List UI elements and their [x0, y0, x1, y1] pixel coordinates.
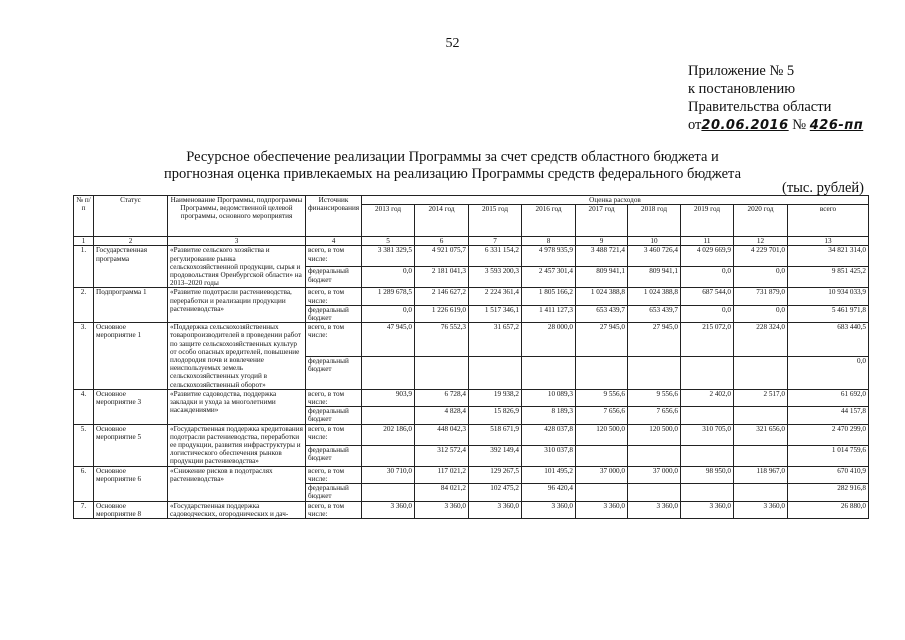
column-index: 13	[788, 237, 869, 246]
header-year: 2019 год	[681, 205, 734, 237]
row-value: 15 826,9	[469, 407, 522, 424]
column-index: 5	[362, 237, 415, 246]
row-value	[469, 356, 522, 389]
row-source: всего, в том числе:	[306, 424, 362, 445]
row-value	[362, 407, 415, 424]
row-value: 76 552,3	[415, 323, 469, 356]
row-value: 3 488 721,4	[576, 246, 628, 267]
row-value	[576, 484, 628, 501]
row-num: 7.	[74, 501, 94, 518]
row-source: всего, в том числе:	[306, 323, 362, 356]
row-value: 0,0	[734, 305, 788, 322]
handwritten-date: 20.06.2016	[701, 118, 789, 133]
row-value: 6 331 154,2	[469, 246, 522, 267]
row-value: 312 572,4	[415, 445, 469, 466]
row-value: 9 851 425,2	[788, 267, 869, 288]
column-index: 4	[306, 237, 362, 246]
row-value	[681, 407, 734, 424]
row-value: 44 157,8	[788, 407, 869, 424]
row-value: 2 224 361,4	[469, 288, 522, 305]
row-value	[628, 484, 681, 501]
column-index: 9	[576, 237, 628, 246]
row-value: 202 186,0	[362, 424, 415, 445]
row-name: «Снижение рисков в подотраслях растениеводства»	[168, 466, 306, 501]
row-source: федеральный бюджет	[306, 356, 362, 389]
page-number: 52	[445, 36, 460, 51]
row-value	[628, 445, 681, 466]
row-value: 120 500,0	[628, 424, 681, 445]
row-value: 28 000,0	[522, 323, 576, 356]
column-index: 2	[94, 237, 168, 246]
row-value: 27 945,0	[628, 323, 681, 356]
row-name: «Государственная поддержка садоводческих, огороднических и дач-	[168, 501, 306, 518]
row-value: 61 692,0	[788, 389, 869, 406]
row-value: 5 461 971,8	[788, 305, 869, 322]
header-source: Источник финансирования	[306, 196, 362, 237]
title-line2: прогнозная оценка привлекаемых на реализацию Программы средств федерального бюджета	[163, 166, 742, 182]
row-num: 4.	[74, 389, 94, 424]
row-value	[734, 484, 788, 501]
column-index: 12	[734, 237, 788, 246]
row-value: 27 945,0	[576, 323, 628, 356]
row-source: всего, в том числе:	[306, 501, 362, 518]
row-value: 653 439,7	[628, 305, 681, 322]
column-index: 3	[168, 237, 306, 246]
column-index: 1	[74, 237, 94, 246]
row-value: 448 042,3	[415, 424, 469, 445]
row-value: 683 440,5	[788, 323, 869, 356]
row-value: 34 821 314,0	[788, 246, 869, 267]
row-value: 3 360,0	[415, 501, 469, 518]
row-source: федеральный бюджет	[306, 305, 362, 322]
header-name: Наименование Программы, подпрограммы Программы, ведомственной целевой программы, основного мероприятия	[168, 196, 306, 237]
row-value: 282 916,8	[788, 484, 869, 501]
column-index-row	[74, 237, 869, 246]
table-body	[74, 237, 869, 519]
header-year: 2016 год	[522, 205, 576, 237]
row-value: 2 517,0	[734, 389, 788, 406]
row-value: 6 728,4	[415, 389, 469, 406]
table-row	[74, 288, 869, 305]
row-value: 10 089,3	[522, 389, 576, 406]
row-value: 2 181 041,3	[415, 267, 469, 288]
row-value: 0,0	[362, 305, 415, 322]
row-source: всего, в том числе:	[306, 246, 362, 267]
row-name: «Развитие сельского хозяйства и регулирование рынка сельскохозяйственной продукции, сырья и продовольствия Оренбургской области» на 2013–2020 годы	[168, 246, 306, 288]
row-value: 9 556,6	[576, 389, 628, 406]
row-value: 98 950,0	[681, 466, 734, 483]
row-value: 2 457 301,4	[522, 267, 576, 288]
row-source: всего, в том числе:	[306, 288, 362, 305]
appendix-no-sign: №	[792, 117, 807, 133]
row-num: 2.	[74, 288, 94, 323]
row-value: 4 921 075,7	[415, 246, 469, 267]
row-name: «Развитие садоводства, поддержка закладки и ухода за многолетними насаждениями»	[168, 389, 306, 424]
row-num: 5.	[74, 424, 94, 466]
row-value: 809 941,1	[628, 267, 681, 288]
table-row	[74, 424, 869, 445]
row-value: 809 941,1	[576, 267, 628, 288]
row-value: 9 556,6	[628, 389, 681, 406]
document-title	[0, 149, 905, 183]
row-value: 0,0	[681, 267, 734, 288]
row-value: 518 671,9	[469, 424, 522, 445]
row-value	[362, 445, 415, 466]
row-value: 96 420,4	[522, 484, 576, 501]
row-value: 118 967,0	[734, 466, 788, 483]
row-value	[734, 356, 788, 389]
row-source: федеральный бюджет	[306, 445, 362, 466]
row-value: 4 029 669,9	[681, 246, 734, 267]
column-index: 6	[415, 237, 469, 246]
appendix-line3: Правительства области	[688, 99, 832, 115]
row-value: 3 460 726,4	[628, 246, 681, 267]
row-value: 321 656,0	[734, 424, 788, 445]
row-value: 3 360,0	[362, 501, 415, 518]
header-status: Статус	[94, 196, 168, 237]
row-name: «Поддержка сельскохозяйственных товаропроизводителей в проведении работ по защите сельскохозяйственных культур от особо опасных вредителей, повышение плодородия почв и вовлечение неиспользуемых земель сельскохозяйственных угодий в сельскохозяйственный оборот»	[168, 323, 306, 390]
row-value: 19 938,2	[469, 389, 522, 406]
table-row	[74, 389, 869, 406]
row-status: Подпрограмма 1	[94, 288, 168, 323]
row-value: 687 544,0	[681, 288, 734, 305]
row-value: 903,9	[362, 389, 415, 406]
row-value: 84 021,2	[415, 484, 469, 501]
row-value	[681, 484, 734, 501]
row-status: Основное мероприятие 8	[94, 501, 168, 518]
units-label: (тыс. рублей)	[782, 180, 864, 196]
header-year: 2018 год	[628, 205, 681, 237]
appendix-ot: от	[688, 117, 702, 133]
row-value: 1 805 166,2	[522, 288, 576, 305]
row-value: 8 189,3	[522, 407, 576, 424]
row-value: 310 037,8	[522, 445, 576, 466]
appendix-line1: Приложение № 5	[688, 63, 795, 79]
row-value: 1 226 619,0	[415, 305, 469, 322]
row-value: 3 360,0	[681, 501, 734, 518]
row-value	[734, 445, 788, 466]
column-index: 7	[469, 237, 522, 246]
column-index: 11	[681, 237, 734, 246]
row-value: 3 360,0	[576, 501, 628, 518]
header-year: 2017 год	[576, 205, 628, 237]
row-status: Основное мероприятие 3	[94, 389, 168, 424]
row-value: 102 475,2	[469, 484, 522, 501]
row-value: 37 000,0	[576, 466, 628, 483]
row-value: 1 024 388,8	[628, 288, 681, 305]
header-num: № п/п	[74, 196, 94, 237]
row-num: 6.	[74, 466, 94, 501]
table-row	[74, 246, 869, 267]
row-value: 3 381 329,5	[362, 246, 415, 267]
row-value: 31 657,2	[469, 323, 522, 356]
row-source: федеральный бюджет	[306, 267, 362, 288]
row-value: 120 500,0	[576, 424, 628, 445]
row-value	[362, 484, 415, 501]
row-num: 1.	[74, 246, 94, 288]
row-value	[681, 445, 734, 466]
table-row	[74, 323, 869, 356]
row-value: 7 656,6	[628, 407, 681, 424]
header-expenses: Оценка расходов	[362, 196, 869, 205]
row-value: 731 879,0	[734, 288, 788, 305]
row-value: 1 024 388,8	[576, 288, 628, 305]
row-value	[681, 356, 734, 389]
row-source: федеральный бюджет	[306, 484, 362, 501]
row-value: 3 360,0	[522, 501, 576, 518]
row-value: 0,0	[681, 305, 734, 322]
row-value: 3 360,0	[628, 501, 681, 518]
row-value: 310 705,0	[681, 424, 734, 445]
appendix-block	[688, 62, 863, 135]
row-value: 2 470 299,0	[788, 424, 869, 445]
row-value: 2 402,0	[681, 389, 734, 406]
row-value: 10 934 033,9	[788, 288, 869, 305]
header-year: 2013 год	[362, 205, 415, 237]
row-value	[522, 356, 576, 389]
row-status: Основное мероприятие 1	[94, 323, 168, 390]
row-source: федеральный бюджет	[306, 407, 362, 424]
row-status: Основное мероприятие 5	[94, 424, 168, 466]
row-value: 30 710,0	[362, 466, 415, 483]
resource-table	[73, 195, 869, 519]
row-value: 2 146 627,2	[415, 288, 469, 305]
row-value	[576, 356, 628, 389]
row-value: 3 360,0	[469, 501, 522, 518]
row-value	[734, 407, 788, 424]
table-row	[74, 466, 869, 483]
column-index: 8	[522, 237, 576, 246]
header-year: 2020 год	[734, 205, 788, 237]
row-source: всего, в том числе:	[306, 466, 362, 483]
row-value: 228 324,0	[734, 323, 788, 356]
row-value: 1 289 678,5	[362, 288, 415, 305]
row-value: 215 072,0	[681, 323, 734, 356]
row-value: 1 517 346,1	[469, 305, 522, 322]
header-year: всего	[788, 205, 869, 237]
column-index: 10	[628, 237, 681, 246]
row-value: 37 000,0	[628, 466, 681, 483]
row-status: Основное мероприятие 6	[94, 466, 168, 501]
row-value: 0,0	[788, 356, 869, 389]
appendix-date-line	[688, 116, 863, 135]
handwritten-number: 426-пп	[809, 118, 864, 133]
title-line1: Ресурсное обеспечение реализации Программы за счет средств областного бюджета и	[186, 149, 719, 165]
row-value: 653 439,7	[576, 305, 628, 322]
row-source: всего, в том числе:	[306, 389, 362, 406]
row-value	[415, 356, 469, 389]
row-value: 129 267,5	[469, 466, 522, 483]
row-value: 4 978 935,9	[522, 246, 576, 267]
row-value: 3 360,0	[734, 501, 788, 518]
row-value: 4 828,4	[415, 407, 469, 424]
header-year: 2014 год	[415, 205, 469, 237]
row-value: 47 945,0	[362, 323, 415, 356]
row-value: 7 656,6	[576, 407, 628, 424]
row-value	[362, 356, 415, 389]
appendix-line2: к постановлению	[688, 81, 796, 97]
header-year: 2015 год	[469, 205, 522, 237]
row-value: 101 495,2	[522, 466, 576, 483]
row-value: 0,0	[362, 267, 415, 288]
row-num: 3.	[74, 323, 94, 390]
row-value: 428 037,8	[522, 424, 576, 445]
row-value: 4 229 701,0	[734, 246, 788, 267]
row-value: 26 880,0	[788, 501, 869, 518]
row-value: 117 021,2	[415, 466, 469, 483]
row-value: 670 410,9	[788, 466, 869, 483]
row-name: «Государственная поддержка кредитования подотрасли растениеводства, переработки ее продукции, развития инфраструктуры и логистического обеспечения рынков продукции растениеводства»	[168, 424, 306, 466]
row-name: «Развитие подотрасли растениеводства, переработки и реализации продукции растениеводства»	[168, 288, 306, 323]
row-value	[628, 356, 681, 389]
row-value: 392 149,4	[469, 445, 522, 466]
row-value: 1 014 759,6	[788, 445, 869, 466]
row-value	[576, 445, 628, 466]
row-value: 1 411 127,3	[522, 305, 576, 322]
table-row	[74, 501, 869, 518]
row-value: 0,0	[734, 267, 788, 288]
row-value: 3 593 200,3	[469, 267, 522, 288]
row-status: Государственная программа	[94, 246, 168, 288]
